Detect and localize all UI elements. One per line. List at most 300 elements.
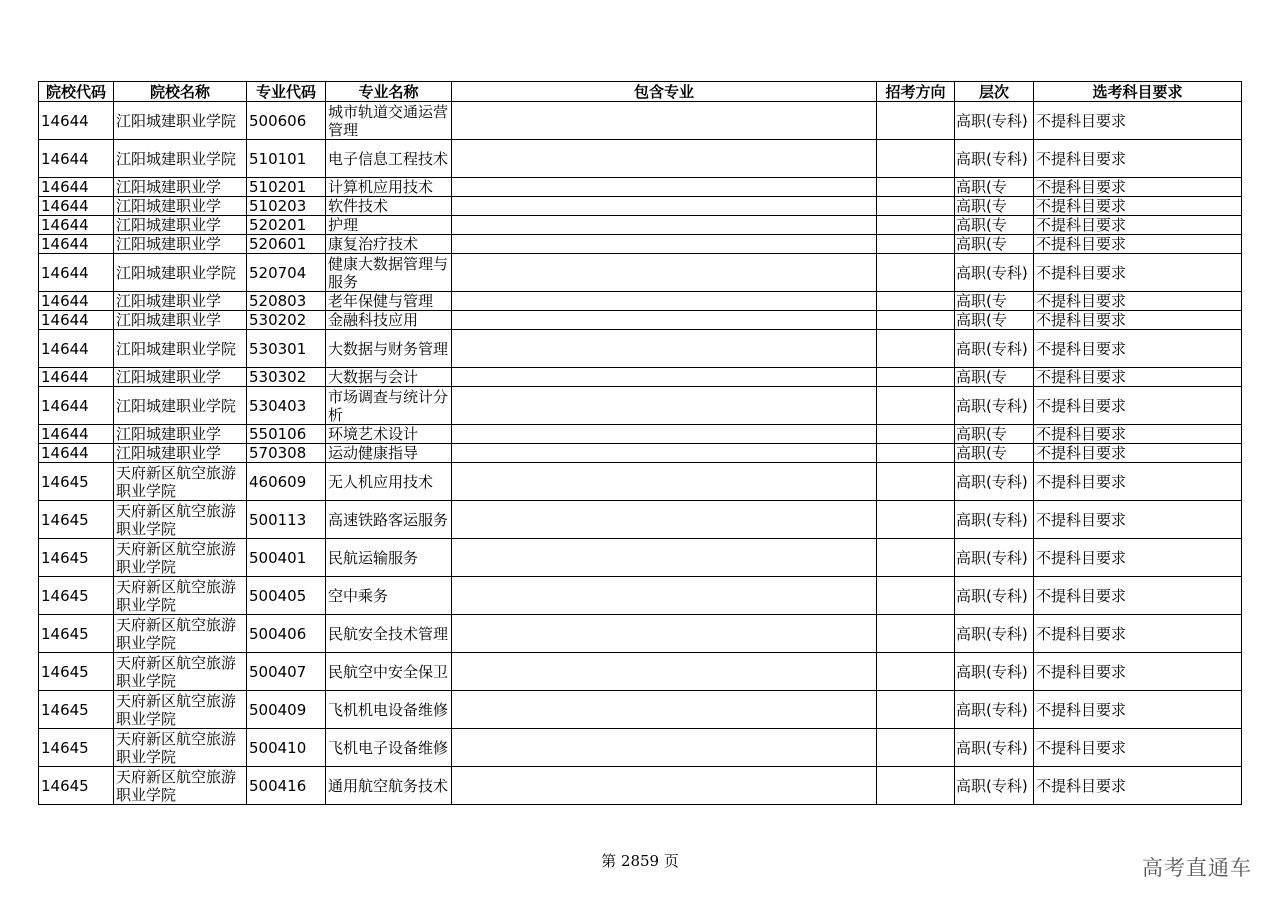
cell-school-code-text: 14644: [41, 396, 89, 415]
cell-school-name: [114, 653, 247, 691]
cell-major-code-text: 510201: [249, 178, 307, 196]
cell-school-code: [39, 501, 114, 539]
cell-school-name-text: 天府新区航空旅游职业学院: [116, 729, 237, 766]
cell-major-name: [326, 539, 452, 577]
cell-subject-requirement-text: 不提科目要求: [1036, 776, 1127, 795]
table-row: [39, 311, 1242, 330]
cell-school-name-text: 江阳城建职业学: [116, 235, 222, 253]
header-school-code: 院校代码: [39, 82, 114, 102]
cell-major-name: [326, 463, 452, 501]
cell-school-name: [114, 577, 247, 615]
cell-school-name: [114, 216, 247, 235]
table-row: [39, 691, 1242, 729]
cell-school-code: [39, 539, 114, 577]
cell-included-majors: [452, 425, 877, 444]
cell-major-code-text: 530301: [249, 339, 307, 358]
cell-major-name-text: 健康大数据管理与服务: [328, 254, 449, 291]
cell-major-code: [247, 216, 326, 235]
cell-school-code: [39, 444, 114, 463]
table-row: [39, 387, 1242, 425]
cell-subject-requirement-text: 不提科目要求: [1036, 472, 1127, 491]
cell-major-code: [247, 235, 326, 254]
cell-direction: [877, 425, 955, 444]
cell-included-majors: [452, 197, 877, 216]
cell-subject-requirement: [1034, 292, 1242, 311]
cell-school-code: [39, 102, 114, 140]
cell-level: [955, 102, 1034, 140]
cell-direction-text: [879, 368, 952, 386]
cell-subject-requirement: [1034, 102, 1242, 140]
cell-school-code-text: 14645: [41, 662, 89, 681]
cell-included-majors-text: [454, 444, 874, 462]
cell-level: [955, 615, 1034, 653]
cell-major-code-text: 530202: [249, 311, 307, 329]
cell-major-name-text: 软件技术: [328, 197, 389, 215]
cell-level: [955, 140, 1034, 178]
cell-included-majors: [452, 102, 877, 140]
cell-included-majors: [452, 254, 877, 292]
cell-school-name-text: 江阳城建职业学院: [116, 263, 237, 282]
cell-subject-requirement: [1034, 235, 1242, 254]
cell-school-name: [114, 501, 247, 539]
cell-school-name-text: 江阳城建职业学: [116, 197, 222, 215]
cell-direction: [877, 653, 955, 691]
cell-major-code-text: 550106: [249, 425, 307, 443]
cell-major-name-text: 城市轨道交通运营管理: [328, 102, 449, 139]
cell-major-code-text: 500113: [249, 510, 307, 529]
cell-level: [955, 387, 1034, 425]
cell-major-code-text: 500409: [249, 700, 307, 719]
cell-major-code-text: 530302: [249, 368, 307, 386]
cell-subject-requirement: [1034, 387, 1242, 425]
cell-level-text: 高职(专科): [956, 586, 1028, 605]
cell-school-code-text: 14644: [41, 178, 89, 196]
cell-subject-requirement-text: 不提科目要求: [1036, 396, 1127, 415]
cell-school-code: [39, 254, 114, 292]
cell-direction-text: [879, 292, 952, 310]
table-row: [39, 178, 1242, 197]
cell-subject-requirement-text: 不提科目要求: [1036, 292, 1127, 310]
cell-direction: [877, 615, 955, 653]
cell-school-code: [39, 729, 114, 767]
table-row: [39, 235, 1242, 254]
cell-school-code-text: 14645: [41, 586, 89, 605]
cell-subject-requirement: [1034, 577, 1242, 615]
cell-major-name: [326, 311, 452, 330]
cell-major-code: [247, 102, 326, 140]
cell-school-code: [39, 235, 114, 254]
cell-school-name: [114, 539, 247, 577]
cell-included-majors-text: [454, 311, 874, 329]
cell-school-name-text: 天府新区航空旅游职业学院: [116, 615, 237, 652]
cell-direction-text: [879, 444, 952, 462]
header-row: [39, 82, 1242, 102]
cell-major-code: [247, 330, 326, 368]
cell-subject-requirement-text: 不提科目要求: [1036, 368, 1127, 386]
cell-major-name: [326, 425, 452, 444]
cell-direction-text: [879, 197, 952, 215]
cell-school-name: [114, 767, 247, 805]
cell-major-code: [247, 311, 326, 330]
table-row: [39, 216, 1242, 235]
cell-major-name: [326, 577, 452, 615]
cell-included-majors-text: [454, 235, 874, 253]
cell-school-name: [114, 368, 247, 387]
cell-school-name-text: 江阳城建职业学院: [116, 396, 237, 415]
cell-included-majors-text: [454, 292, 874, 310]
cell-school-name: [114, 729, 247, 767]
cell-school-name-text: 江阳城建职业学院: [116, 339, 237, 358]
cell-included-majors: [452, 330, 877, 368]
cell-subject-requirement-text: 不提科目要求: [1036, 235, 1127, 253]
enrollment-table: [38, 81, 1242, 805]
cell-subject-requirement-text: 不提科目要求: [1036, 263, 1127, 282]
cell-major-code-text: 500407: [249, 662, 307, 681]
cell-level-text: 高职(专: [956, 197, 1007, 215]
cell-major-name: [326, 767, 452, 805]
cell-direction: [877, 292, 955, 311]
cell-included-majors: [452, 311, 877, 330]
cell-level-text: 高职(专: [956, 444, 1007, 462]
cell-direction-text: [879, 178, 952, 196]
cell-school-name: [114, 425, 247, 444]
cell-direction-text: [879, 235, 952, 253]
cell-subject-requirement-text: 不提科目要求: [1036, 339, 1127, 358]
cell-school-code-text: 14644: [41, 197, 89, 215]
cell-school-name: [114, 292, 247, 311]
cell-school-code: [39, 178, 114, 197]
cell-major-name-text: 飞机机电设备维修: [328, 700, 449, 719]
cell-school-code: [39, 292, 114, 311]
table-row: [39, 539, 1242, 577]
cell-major-name: [326, 691, 452, 729]
table-row: [39, 501, 1242, 539]
cell-major-name: [326, 729, 452, 767]
cell-included-majors-text: [454, 216, 874, 234]
cell-subject-requirement-text: 不提科目要求: [1036, 111, 1127, 130]
table-row: [39, 102, 1242, 140]
cell-direction: [877, 140, 955, 178]
cell-included-majors: [452, 444, 877, 463]
cell-major-name-text: 通用航空航务技术: [328, 776, 449, 795]
cell-direction: [877, 444, 955, 463]
cell-major-name: [326, 102, 452, 140]
cell-major-code-text: 520803: [249, 292, 307, 310]
cell-major-name: [326, 653, 452, 691]
cell-level: [955, 767, 1034, 805]
cell-level: [955, 178, 1034, 197]
cell-subject-requirement: [1034, 216, 1242, 235]
cell-direction: [877, 178, 955, 197]
cell-direction: [877, 729, 955, 767]
cell-school-name: [114, 691, 247, 729]
header-included-majors: 包含专业: [452, 82, 877, 102]
cell-school-code: [39, 387, 114, 425]
cell-school-code: [39, 311, 114, 330]
cell-major-name-text: 环境艺术设计: [328, 425, 419, 443]
cell-major-code: [247, 444, 326, 463]
cell-major-name: [326, 615, 452, 653]
cell-subject-requirement-text: 不提科目要求: [1036, 216, 1127, 234]
cell-included-majors: [452, 577, 877, 615]
cell-school-name: [114, 178, 247, 197]
cell-direction-text: [879, 311, 952, 329]
cell-level: [955, 368, 1034, 387]
cell-subject-requirement: [1034, 254, 1242, 292]
cell-major-code: [247, 615, 326, 653]
cell-level: [955, 216, 1034, 235]
cell-subject-requirement-text: 不提科目要求: [1036, 510, 1127, 529]
cell-school-code: [39, 140, 114, 178]
cell-school-code-text: 14645: [41, 776, 89, 795]
cell-included-majors: [452, 140, 877, 178]
cell-school-name: [114, 444, 247, 463]
cell-level: [955, 235, 1034, 254]
cell-major-name-text: 高速铁路客运服务: [328, 510, 449, 529]
cell-level: [955, 197, 1034, 216]
cell-major-code-text: 570308: [249, 444, 307, 462]
cell-major-name-text: 市场调查与统计分析: [328, 387, 449, 424]
cell-included-majors: [452, 691, 877, 729]
cell-level-text: 高职(专科): [956, 700, 1028, 719]
cell-direction: [877, 216, 955, 235]
cell-level-text: 高职(专科): [956, 263, 1028, 282]
page-number: 第 2859 页: [601, 852, 679, 870]
header-major-name: 专业名称: [326, 82, 452, 102]
table-row: [39, 444, 1242, 463]
cell-school-code-text: 14644: [41, 425, 89, 443]
cell-school-name: [114, 330, 247, 368]
cell-included-majors: [452, 178, 877, 197]
cell-level: [955, 653, 1034, 691]
cell-included-majors: [452, 539, 877, 577]
cell-school-name-text: 江阳城建职业学: [116, 368, 222, 386]
cell-school-name: [114, 615, 247, 653]
cell-school-code: [39, 330, 114, 368]
cell-major-code-text: 500405: [249, 586, 307, 605]
cell-level: [955, 539, 1034, 577]
cell-included-majors: [452, 235, 877, 254]
header-direction: 招考方向: [877, 82, 955, 102]
cell-school-code-text: 14645: [41, 700, 89, 719]
cell-major-name-text: 运动健康指导: [328, 444, 419, 462]
table-row: [39, 197, 1242, 216]
cell-subject-requirement: [1034, 330, 1242, 368]
cell-school-code-text: 14645: [41, 510, 89, 529]
cell-major-code: [247, 178, 326, 197]
cell-subject-requirement-text: 不提科目要求: [1036, 197, 1127, 215]
cell-level-text: 高职(专科): [956, 738, 1028, 757]
cell-level: [955, 444, 1034, 463]
cell-major-code: [247, 197, 326, 216]
cell-level: [955, 311, 1034, 330]
cell-school-name: [114, 463, 247, 501]
cell-direction-text: [879, 425, 952, 443]
cell-major-code: [247, 292, 326, 311]
cell-school-name-text: 江阳城建职业学: [116, 292, 222, 310]
cell-school-name-text: 天府新区航空旅游职业学院: [116, 767, 237, 804]
cell-level: [955, 292, 1034, 311]
cell-included-majors: [452, 767, 877, 805]
cell-major-code-text: 510203: [249, 197, 307, 215]
cell-major-code-text: 460609: [249, 472, 307, 491]
cell-direction: [877, 368, 955, 387]
cell-school-code: [39, 577, 114, 615]
table-row: [39, 615, 1242, 653]
cell-level-text: 高职(专: [956, 368, 1007, 386]
cell-major-name: [326, 254, 452, 292]
cell-major-code-text: 500401: [249, 548, 307, 567]
cell-school-name-text: 江阳城建职业学院: [116, 149, 237, 168]
cell-major-name-text: 电子信息工程技术: [328, 149, 449, 168]
cell-school-code: [39, 653, 114, 691]
cell-major-name: [326, 235, 452, 254]
cell-school-code: [39, 463, 114, 501]
cell-subject-requirement: [1034, 425, 1242, 444]
cell-subject-requirement: [1034, 444, 1242, 463]
table-body: [39, 102, 1242, 805]
cell-major-code: [247, 691, 326, 729]
cell-level: [955, 463, 1034, 501]
cell-major-code: [247, 577, 326, 615]
cell-school-name-text: 江阳城建职业学: [116, 178, 222, 196]
cell-major-code: [247, 140, 326, 178]
cell-included-majors: [452, 501, 877, 539]
cell-included-majors-text: [454, 197, 874, 215]
cell-level-text: 高职(专: [956, 292, 1007, 310]
cell-school-code-text: 14645: [41, 738, 89, 757]
cell-major-code-text: 500410: [249, 738, 307, 757]
cell-major-code: [247, 653, 326, 691]
table-row: [39, 767, 1242, 805]
cell-direction: [877, 197, 955, 216]
cell-subject-requirement: [1034, 615, 1242, 653]
cell-level: [955, 254, 1034, 292]
cell-major-name-text: 护理: [328, 216, 359, 234]
cell-included-majors: [452, 729, 877, 767]
cell-subject-requirement-text: 不提科目要求: [1036, 425, 1127, 443]
cell-school-code-text: 14644: [41, 235, 89, 253]
cell-major-name: [326, 140, 452, 178]
cell-school-name-text: 天府新区航空旅游职业学院: [116, 463, 237, 500]
cell-included-majors: [452, 292, 877, 311]
cell-level-text: 高职(专科): [956, 111, 1028, 130]
cell-major-code-text: 520201: [249, 216, 307, 234]
cell-major-name-text: 民航安全技术管理: [328, 624, 449, 643]
cell-level-text: 高职(专: [956, 311, 1007, 329]
cell-major-name-text: 民航空中安全保卫: [328, 662, 449, 681]
cell-major-code: [247, 729, 326, 767]
cell-subject-requirement-text: 不提科目要求: [1036, 662, 1127, 681]
cell-school-name-text: 天府新区航空旅游职业学院: [116, 539, 237, 576]
cell-direction: [877, 311, 955, 330]
header-major-code: 专业代码: [247, 82, 326, 102]
cell-major-name: [326, 178, 452, 197]
cell-school-name: [114, 235, 247, 254]
cell-school-code: [39, 197, 114, 216]
cell-school-code-text: 14644: [41, 292, 89, 310]
cell-level-text: 高职(专科): [956, 510, 1028, 529]
cell-subject-requirement: [1034, 463, 1242, 501]
cell-school-code: [39, 615, 114, 653]
cell-school-code-text: 14644: [41, 111, 89, 130]
cell-level: [955, 577, 1034, 615]
header-subject-requirement: 选考科目要求: [1034, 82, 1242, 102]
cell-major-code: [247, 368, 326, 387]
cell-subject-requirement-text: 不提科目要求: [1036, 586, 1127, 605]
cell-school-name: [114, 254, 247, 292]
cell-direction: [877, 767, 955, 805]
cell-level-text: 高职(专科): [956, 339, 1028, 358]
cell-level: [955, 501, 1034, 539]
cell-level: [955, 729, 1034, 767]
table-row: [39, 292, 1242, 311]
cell-level: [955, 691, 1034, 729]
cell-school-code-text: 14644: [41, 149, 89, 168]
cell-school-name-text: 天府新区航空旅游职业学院: [116, 691, 237, 728]
cell-school-name: [114, 140, 247, 178]
cell-major-code: [247, 425, 326, 444]
cell-school-code-text: 14644: [41, 339, 89, 358]
table-row: [39, 729, 1242, 767]
cell-school-name-text: 江阳城建职业学: [116, 311, 222, 329]
cell-school-name: [114, 387, 247, 425]
cell-major-name: [326, 444, 452, 463]
cell-school-name-text: 江阳城建职业学院: [116, 111, 237, 130]
cell-direction: [877, 539, 955, 577]
cell-major-code: [247, 539, 326, 577]
cell-included-majors-text: [454, 178, 874, 196]
cell-major-name-text: 大数据与会计: [328, 368, 419, 386]
cell-school-name-text: 江阳城建职业学: [116, 444, 222, 462]
cell-subject-requirement-text: 不提科目要求: [1036, 738, 1127, 757]
table-row: [39, 254, 1242, 292]
cell-subject-requirement-text: 不提科目要求: [1036, 311, 1127, 329]
cell-included-majors: [452, 216, 877, 235]
cell-level-text: 高职(专科): [956, 548, 1028, 567]
cell-level-text: 高职(专科): [956, 624, 1028, 643]
cell-level-text: 高职(专科): [956, 776, 1028, 795]
cell-subject-requirement: [1034, 501, 1242, 539]
cell-included-majors: [452, 387, 877, 425]
cell-major-name: [326, 292, 452, 311]
cell-direction: [877, 254, 955, 292]
cell-school-name: [114, 197, 247, 216]
cell-level: [955, 425, 1034, 444]
cell-school-code: [39, 767, 114, 805]
cell-school-code: [39, 425, 114, 444]
cell-included-majors-text: [454, 425, 874, 443]
cell-major-code: [247, 387, 326, 425]
cell-subject-requirement-text: 不提科目要求: [1036, 444, 1127, 462]
cell-major-name: [326, 330, 452, 368]
cell-school-code-text: 14644: [41, 311, 89, 329]
cell-level: [955, 330, 1034, 368]
cell-level-text: 高职(专: [956, 178, 1007, 196]
cell-level-text: 高职(专科): [956, 472, 1028, 491]
cell-major-name-text: 康复治疗技术: [328, 235, 419, 253]
cell-major-code: [247, 463, 326, 501]
cell-subject-requirement: [1034, 311, 1242, 330]
cell-subject-requirement: [1034, 767, 1242, 805]
cell-school-code-text: 14645: [41, 548, 89, 567]
cell-subject-requirement: [1034, 140, 1242, 178]
cell-major-name-text: 大数据与财务管理: [328, 339, 449, 358]
cell-subject-requirement: [1034, 178, 1242, 197]
cell-major-code: [247, 767, 326, 805]
cell-subject-requirement-text: 不提科目要求: [1036, 700, 1127, 719]
cell-direction: [877, 102, 955, 140]
